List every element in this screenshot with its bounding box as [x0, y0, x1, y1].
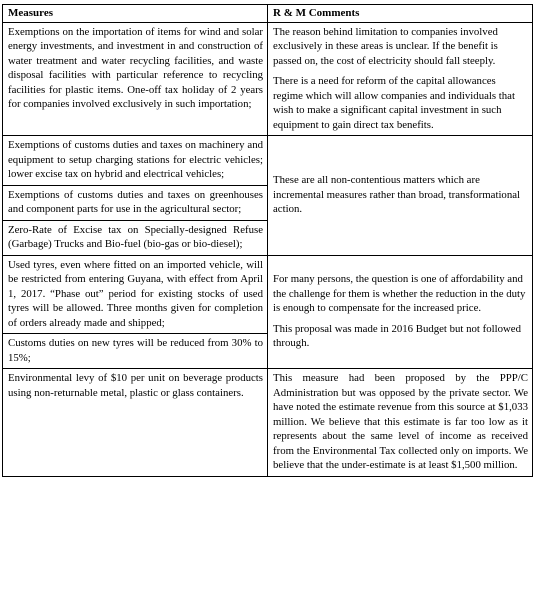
comment-cell-renewables: [268, 22, 533, 136]
table-row: [3, 22, 533, 136]
measure-cell-renewables: Exemptions on the importation of items for wind and solar energy investments, and investment in and construction of water treatment and water recycling facilities, and waste disposal facilities with particular reference to recycling facilities for plastic items. One-off tax holiday of 2 years for companies involved exclusively in such importation;: [3, 22, 268, 136]
measure-cell-environmental-levy: Environmental levy of $10 per unit on beverage products using non-returnable metal, plastic or glass containers.: [3, 369, 268, 477]
table-header-row: [3, 5, 533, 23]
comment-paragraph: There is a need for reform of the capital allowances regime which will allow companies and individuals that wish to make a significant capital investment in such equipment to gain direct tax benefits.: [273, 75, 515, 131]
comment-paragraph: For many persons, the question is one of affordability and the challenge for them is whether the reduction in the duty is enough to compensate for the increased price.: [273, 273, 526, 314]
header-measures: Measures: [3, 5, 268, 23]
comment-cell-environmental-levy: This measure had been proposed by the PPP/C Administration but was opposed by the private sector. We have noted the estimate revenue from this source at $1,033 million. We believe that this estimate is far too low as it represents about the same level of income as received from the Environmental Tax collected only on imports. We believe that the under-estimate is at least $1,500 million.: [268, 369, 533, 477]
measure-cell-excise-zero-rate: Zero-Rate of Excise tax on Specially-designed Refuse (Garbage) Trucks and Bio-fuel (bio-gas or bio-diesel);: [3, 220, 268, 255]
comment-cell-non-contentious: These are all non-contentious matters which are incremental measures rather than broad, transformational action.: [268, 136, 533, 256]
comment-paragraph: The reason behind limitation to companies involved exclusively in these areas is unclear. If the benefit is passed on, the cost of electricity should fall steeply.: [273, 25, 498, 67]
measure-cell-used-tyres: Used tyres, even where fitted on an imported vehicle, will be restricted from entering Guyana, with effect from April 1, 2017. “Phase out” period for existing stocks of used tyres will be allowed. Three months given for completion of orders already made and shipped;: [3, 255, 268, 334]
comment-cell-tyres: [268, 255, 533, 369]
comment-paragraph: This proposal was made in 2016 Budget but not followed through.: [273, 322, 521, 349]
table-row: [3, 369, 533, 477]
measures-comments-table: [2, 4, 533, 477]
measure-cell-new-tyres: Customs duties on new tyres will be reduced from 30% to 15%;: [3, 334, 268, 369]
measure-cell-greenhouses: Exemptions of customs duties and taxes on greenhouses and component parts for use in the agricultural sector;: [3, 185, 268, 220]
header-comments: R & M Comments: [268, 5, 533, 23]
measure-cell-charging-stations: Exemptions of customs duties and taxes on machinery and equipment to setup charging stations for electric vehicles; lower excise tax on hybrid and electrical vehicles;: [3, 136, 268, 186]
table-row: [3, 136, 533, 186]
table-row: [3, 255, 533, 334]
